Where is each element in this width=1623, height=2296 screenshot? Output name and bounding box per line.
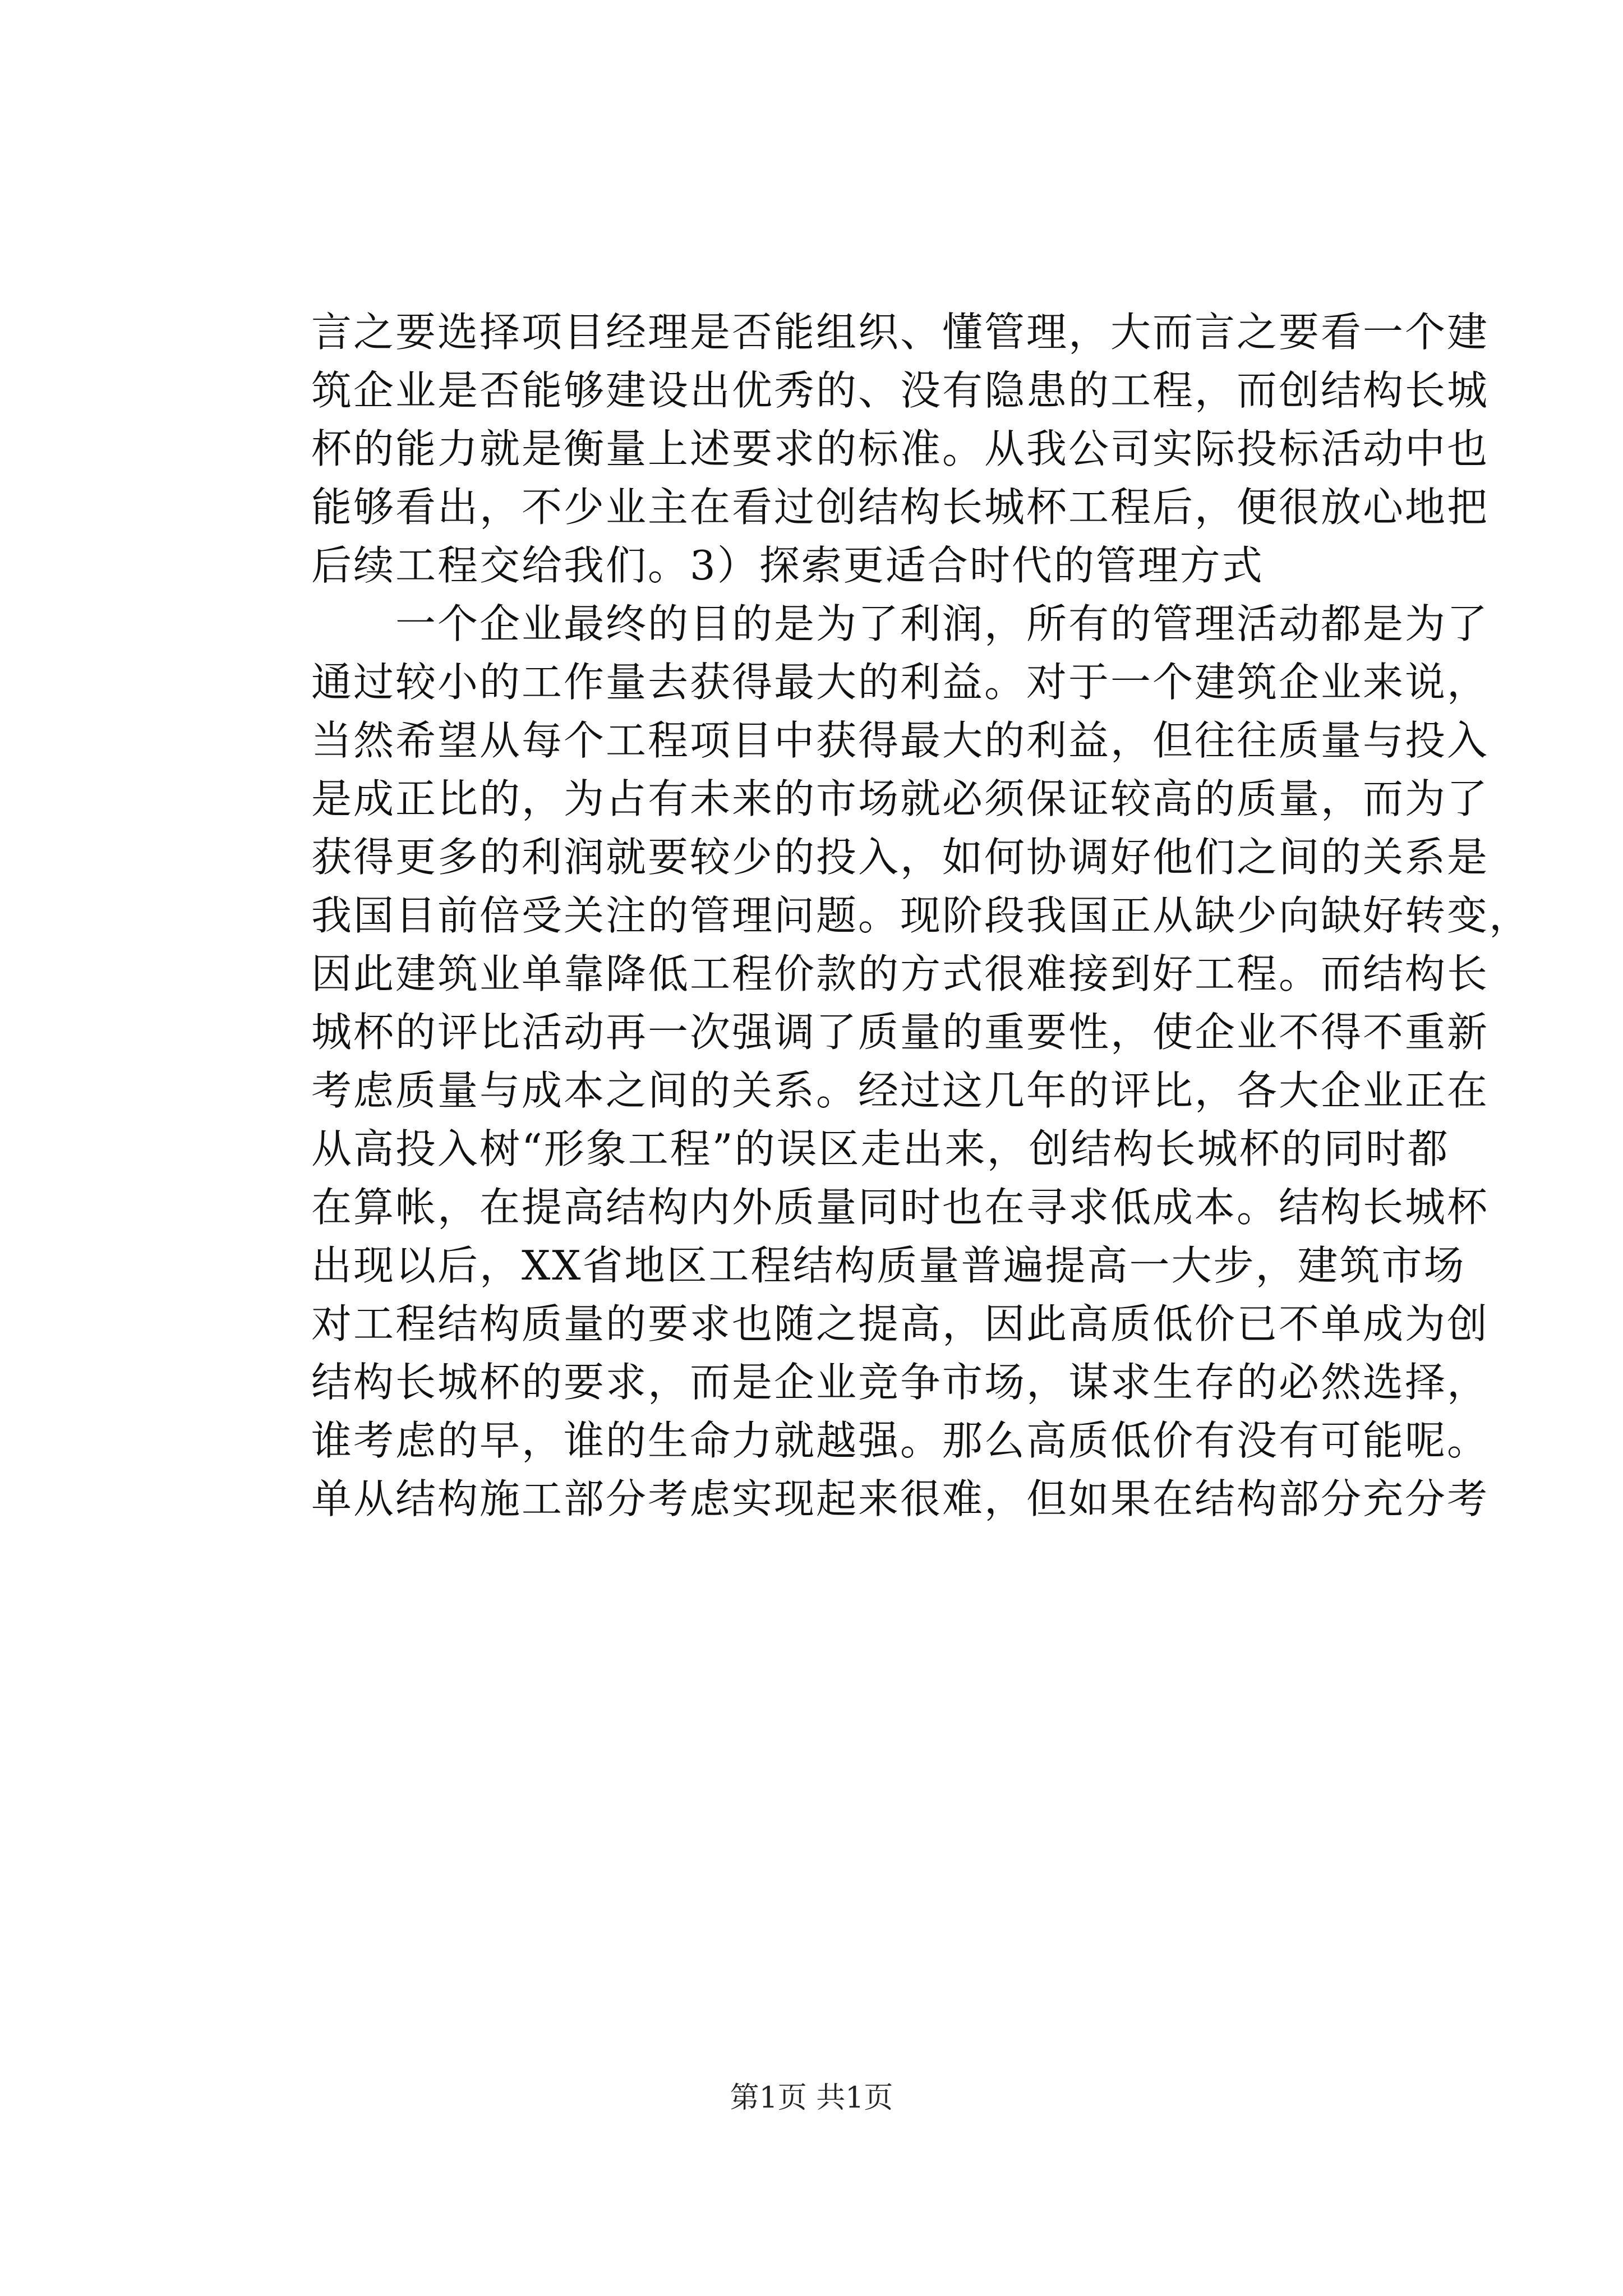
text-line: 结构长城杯的要求，而是企业竞争市场，谋求生存的必然选择， <box>311 1359 1490 1406</box>
text-line: 能够看出，不少业主在看过创结构长城杯工程后，便很放心地把 <box>311 484 1490 531</box>
text-line: 城杯的评比活动再一次强调了质量的重要性，使企业不得不重新 <box>311 1009 1490 1056</box>
document-body <box>311 303 1532 1528</box>
text-line: 在算帐，在提高结构内外质量同时也在寻求低成本。结构长城杯 <box>311 1184 1490 1231</box>
page-footer: 第1页 共1页 <box>730 2081 893 2115</box>
text-line: 我国目前倍受关注的管理问题。现阶段我国正从缺少向缺好转变， <box>311 892 1532 939</box>
text-line: 考虑质量与成本之间的关系。经过这几年的评比，各大企业正在 <box>311 1067 1490 1114</box>
text-line: 因此建筑业单靠降低工程价款的方式很难接到好工程。而结构长 <box>311 950 1490 997</box>
text-line: 对工程结构质量的要求也随之提高，因此高质低价已不单成为创 <box>311 1300 1490 1347</box>
text-line: 谁考虑的早，谁的生命力就越强。那么高质低价有没有可能呢。 <box>311 1417 1490 1464</box>
text-line: 单从结构施工部分考虑实现起来很难，但如果在结构部分充分考 <box>311 1475 1490 1522</box>
paragraph-first-line: 一个企业最终的目的是为了利润，所有的管理活动都是为了 <box>395 600 1490 647</box>
text-line: 当然希望从每个工程项目中获得最大的利益，但往往质量与投入 <box>311 717 1490 764</box>
text-line: 获得更多的利润就要较少的投入，如何协调好他们之间的关系是 <box>311 834 1490 881</box>
text-line: 出现以后，XX省地区工程结构质量普遍提高一大步，建筑市场 <box>311 1242 1466 1289</box>
text-line: 杯的能力就是衡量上述要求的标准。从我公司实际投标活动中也 <box>311 425 1490 472</box>
text-line: 从高投入树“形象工程”的误区走出来，创结构长城杯的同时都 <box>311 1125 1450 1172</box>
text-line: 筑企业是否能够建设出优秀的、没有隐患的工程，而创结构长城 <box>311 367 1490 414</box>
text-line: 是成正比的，为占有未来的市场就必须保证较高的质量，而为了 <box>311 775 1490 822</box>
text-line: 通过较小的工作量去获得最大的利益。对于一个建筑企业来说， <box>311 659 1490 706</box>
text-line: 言之要选择项目经理是否能组织、懂管理，大而言之要看一个建 <box>311 309 1490 356</box>
text-line: 后续工程交给我们。3）探索更适合时代的管理方式 <box>311 542 1264 589</box>
